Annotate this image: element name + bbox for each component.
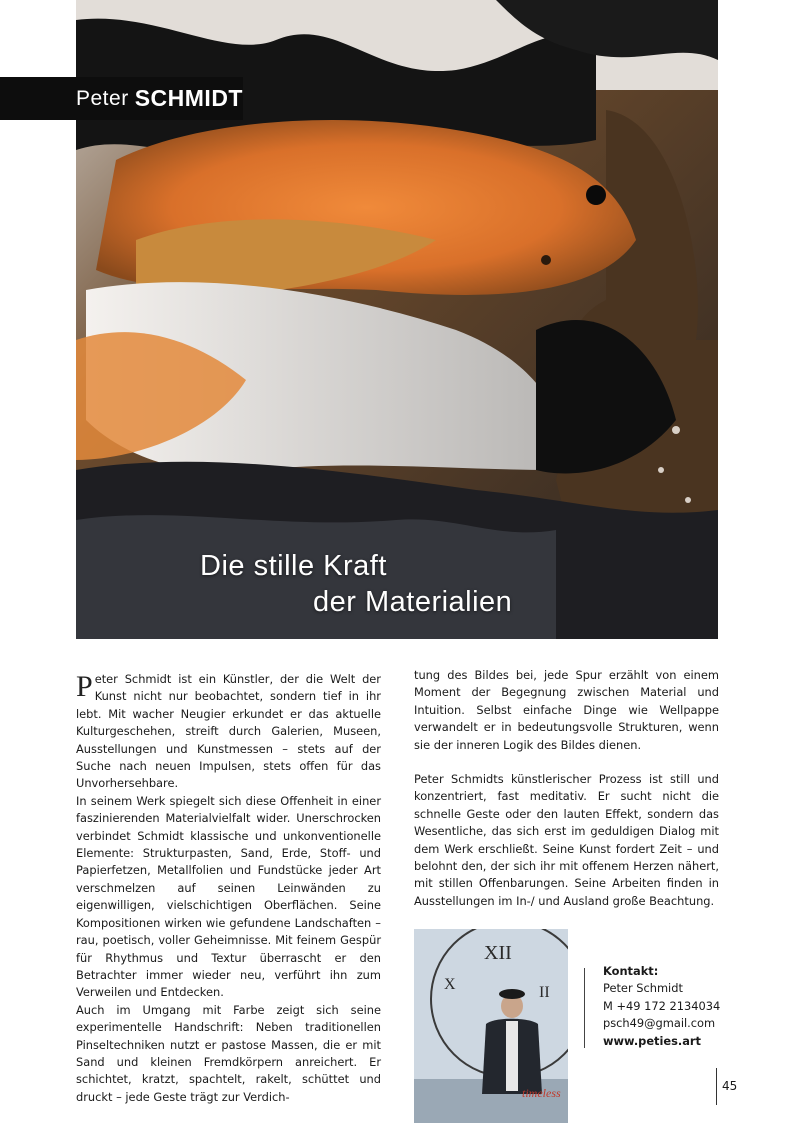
article-paragraph: Auch im Umgang mit Farbe zeigt sich seine experimentelle Handschrift: Neben traditionellen Pinseltechniken nutzt er pastose Massen, die er mit Sand und kleinen Fremdkörpern anreichert. Er schichtet, kratzt, spachtelt, rakelt, schüttet und druckt – jede Geste trägt zur Verdich- bbox=[76, 1002, 381, 1104]
contact-heading: Kontakt: bbox=[603, 964, 659, 978]
svg-text:X: X bbox=[444, 976, 456, 993]
contact-block bbox=[603, 963, 720, 1050]
artist-first-name: Peter bbox=[76, 86, 129, 110]
article-column-right bbox=[414, 667, 719, 910]
page-number: 45 bbox=[722, 1079, 738, 1093]
contact-website[interactable]: www.peties.art bbox=[603, 1033, 701, 1048]
artist-name-banner bbox=[0, 77, 243, 120]
contact-phone: M +49 172 2134034 bbox=[603, 998, 721, 1013]
headline-line-2: der Materialien bbox=[313, 586, 513, 618]
headline-line-1: Die stille Kraft bbox=[200, 550, 387, 582]
contact-email[interactable]: psch49@gmail.com bbox=[603, 1016, 716, 1031]
svg-text:II: II bbox=[539, 984, 550, 1001]
paragraph-text: eter Schmidt ist ein Künstler, der die Welt der Kunst nicht nur beobachtet, sondern tief in ihr lebt. Mit wacher Neugier erkundet er das aktuelle Kulturgeschehen, streift durch Galerien, Museen, Ausstellungen und Kunstmessen – stets auf der Suche nach neuen Impulsen, stets offen für das Unvorhersehbare. bbox=[76, 672, 381, 791]
artist-last-name: SCHMIDT bbox=[134, 85, 243, 111]
article-paragraph bbox=[76, 671, 381, 793]
contact-name: Peter Schmidt bbox=[603, 981, 683, 996]
article-paragraph: tung des Bildes bei, jede Spur erzählt von einem Moment der Begegnung zwischen Material und Intuition. Selbst einfache Dinge wie Wellpappe verwandelt er in bedeutungsvolle Strukturen, wenn sie der inneren Logik des Bildes dienen. bbox=[414, 668, 719, 752]
paragraph-spacer bbox=[414, 754, 719, 771]
article-column-left bbox=[76, 671, 381, 1106]
portrait-caption: timeless bbox=[522, 1086, 561, 1100]
article-headline bbox=[200, 548, 600, 620]
article-paragraph: In seinem Werk spiegelt sich diese Offenheit in einer faszinierenden Materialvielfalt wider. Unerschrocken verbindet Schmidt klassische und unkonventionelle Elemente: Strukturpasten, Sand, Erde, Stoff- und Papierfetzen, Metallfolien und Fundstücke jeder Art verschmelzen auf seinen Leinwänden zu eigenwilligen, vielschichtigen Oberflächen. Seine Kompositionen wirken wie gefundene Landschaften – rau, poetisch, voller Geheimnisse. Mit feinem Gespür für Rhythmus und Textur überrascht er den Betrachter immer wieder neu, verführt ihn zum Verweilen und Entdecken. bbox=[76, 793, 381, 1000]
contact-divider bbox=[584, 968, 585, 1048]
svg-text:XII: XII bbox=[484, 942, 512, 964]
article-paragraph: Peter Schmidts künstlerischer Prozess ist still und konzentriert, fast meditativ. Er sucht nicht die schnelle Geste oder den lauten Effekt, sondern das Wesentliche, das sich erst im geduldigen Dialog mit dem Werk erschließt. Seine Kunst fordert Zeit – und belohnt den, der sich ihr mit offenem Herzen nähert, mit stillen Offenbarungen. Seine Arbeiten finden in Ausstellungen im In-/ und Ausland große Beachtung. bbox=[414, 772, 719, 908]
page-number-rule bbox=[716, 1068, 717, 1105]
drop-cap: P bbox=[76, 670, 93, 703]
